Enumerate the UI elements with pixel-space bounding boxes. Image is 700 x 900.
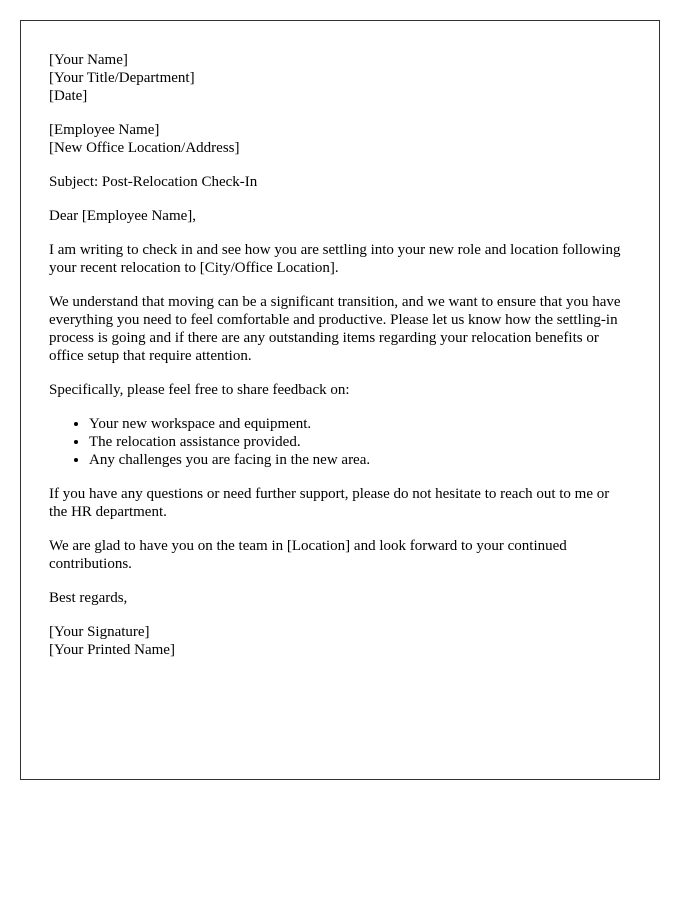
recipient-name: [Employee Name] — [49, 122, 160, 138]
feedback-list — [49, 415, 631, 469]
list-item: • The relocation assistance provided. — [89, 433, 631, 451]
recipient-address: [New Office Location/Address] — [49, 140, 240, 156]
signature-line: [Your Signature] — [49, 624, 150, 640]
subject-line: Subject: Post-Relocation Check-In — [49, 174, 258, 190]
letter-date: [Date] — [49, 88, 88, 104]
body-paragraph: We are glad to have you on the team in [Location] and look forward to your continued contributions. — [49, 538, 567, 572]
body-paragraph: If you have any questions or need further support, please do not hesitate to reach out to me or the HR department. — [49, 486, 610, 520]
printed-name: [Your Printed Name] — [49, 642, 175, 658]
signature-block — [49, 623, 631, 659]
recipient-block — [49, 121, 631, 157]
list-item: • Any challenges you are facing in the new area. — [89, 451, 631, 469]
letter-page — [20, 20, 660, 780]
body-paragraph: We understand that moving can be a significant transition, and we want to ensure that you have everything you need to feel comfortable and productive. Please let us know how the settling-in process is going and if there are any outstanding items regarding your relocation benefits or office setup that require attention. — [49, 294, 621, 364]
list-item: • Your new workspace and equipment. — [89, 415, 631, 433]
body-paragraph: Specifically, please feel free to share feedback on: — [49, 382, 350, 398]
sender-title: [Your Title/Department] — [49, 70, 195, 86]
sender-name: [Your Name] — [49, 52, 128, 68]
body-paragraph: I am writing to check in and see how you are settling into your new role and location following your recent relocation to [City/Office Location]. — [49, 242, 621, 276]
closing: Best regards, — [49, 590, 128, 606]
sender-block — [49, 51, 631, 105]
salutation: Dear [Employee Name], — [49, 208, 197, 224]
